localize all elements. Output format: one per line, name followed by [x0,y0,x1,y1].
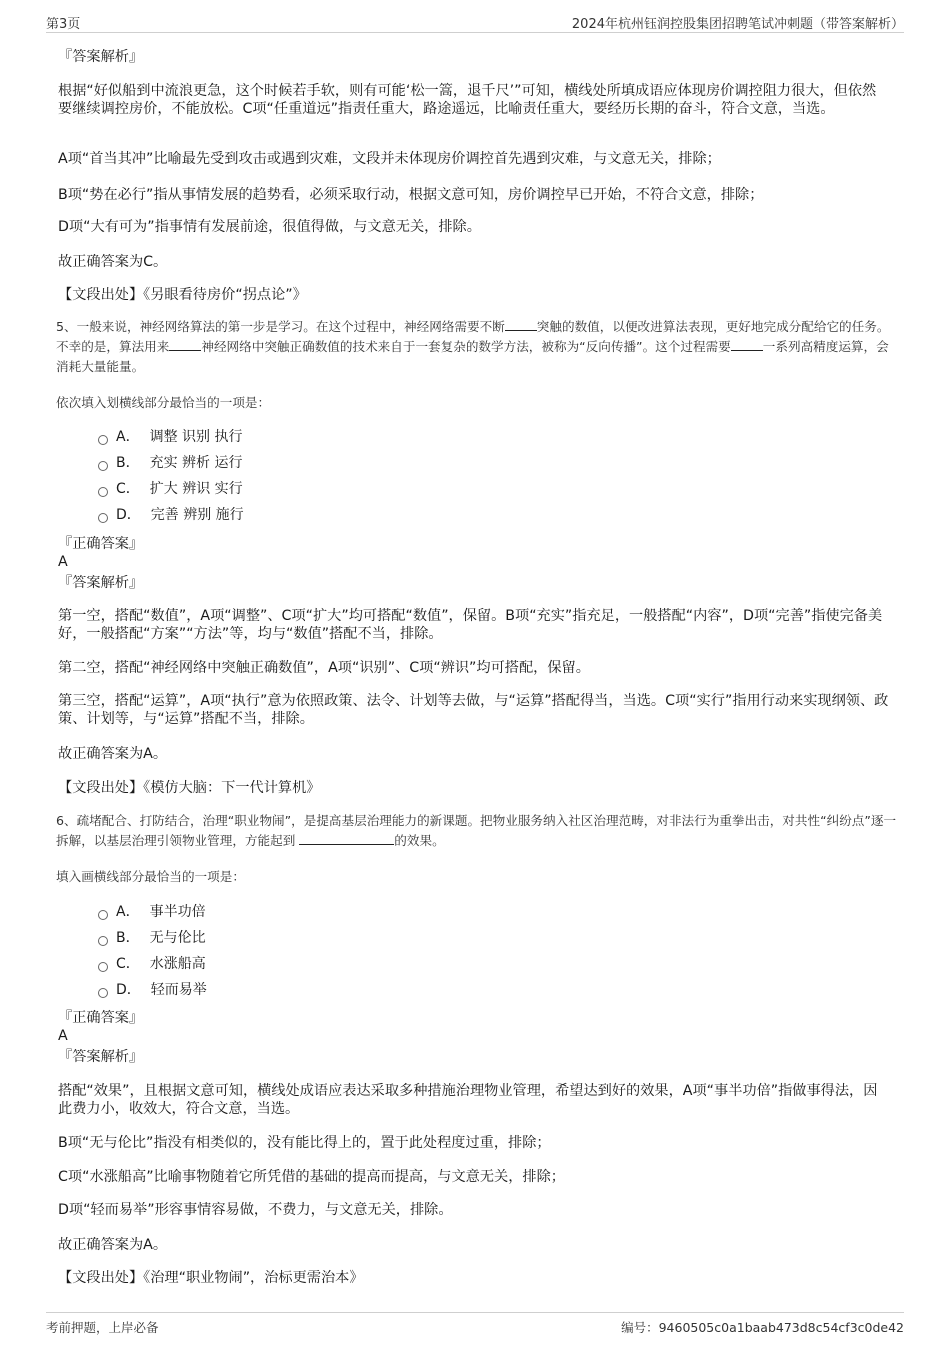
source-citation: 【文段出处】《另眼看待房价“拐点论”》 [58,287,307,303]
radio-icon[interactable] [98,513,108,523]
radio-icon[interactable] [98,435,108,445]
question-prompt: 依次填入划横线部分最恰当的一项是： [56,395,271,410]
analysis-paragraph: 第二空，搭配“神经网络中突触正确数值”，A项“识别”、C项“辨识”均可搭配，保留。 [58,660,590,676]
option-a[interactable]: A． 事半功倍 [98,903,206,921]
analysis-paragraph: D项“大有可为”指事情有发展前途，很值得做，与文意无关，排除。 [58,219,481,235]
analysis-paragraph: 第一空，搭配“数值”，A项“调整”、C项“扩大”均可搭配“数值”，保留。B项“充实”指充足，一般搭配“内容”，D项“完善”指使完备美好，一般搭配“方案”“方法”等，均与“数值”搭配不当，排除。 [58,608,883,642]
radio-icon[interactable] [98,936,108,946]
option-d[interactable]: D． 轻而易举 [98,981,207,999]
analysis-paragraph: D项“轻而易举”形容事情容易做，不费力，与文意无关，排除。 [58,1202,453,1218]
conclusion: 故正确答案为A。 [58,1237,168,1253]
analysis-paragraph: B项“无与伦比”指没有相类似的，没有能比得上的，置于此处程度过重，排除； [58,1135,551,1151]
analysis-paragraph: B项“势在必行”指从事情发展的趋势看，必须采取行动，根据文意可知，房价调控早已开始，不符合文意，排除； [58,187,764,203]
conclusion: 故正确答案为C。 [58,254,168,270]
radio-icon[interactable] [98,988,108,998]
question-stem: 6、疏堵配合、打防结合，治理“职业物闹”，是提高基层治理能力的新课题。把物业服务纳入社区治理范畴，对非法行为重拳出击，对共性“纠纷点”逐一拆解，以基层治理引领物业管理，方能起到 的效果。 [56,813,897,848]
analysis-paragraph: 第三空，搭配“运算”，A项“执行”意为依照政策、法令、计划等去做，与“运算”搭配得当，当选。C项“实行”指用行动来实现纲领、政策、计划等，与“运算”搭配不当，排除。 [58,693,889,727]
option-d[interactable]: D． 完善 辨别 施行 [98,506,244,524]
radio-icon[interactable] [98,910,108,920]
conclusion: 故正确答案为A。 [58,746,168,762]
option-b[interactable]: B． 充实 辨析 运行 [98,454,243,472]
correct-answer: A [58,554,68,570]
analysis-paragraph: 根据“好似船到中流浪更急，这个时候若手软，则有可能‘松一篙，退千尺’”可知，横线处所填成语应体现房价调控阻力很大，但依然要继续调控房价，不能放松。C项“任重道远”指责任重大，路途遥远，比喻责任重大，要经历长期的奋斗，符合文意，当选。 [58,83,877,117]
page-number: 第3页 [46,17,81,32]
option-b[interactable]: B． 无与伦比 [98,929,206,947]
option-c[interactable]: C． 扩大 辨识 实行 [98,480,243,498]
answer-blank [299,832,394,845]
answer-blank [169,338,201,351]
analysis-paragraph: A项“首当其冲”比喻最先受到攻击或遇到灾难，文段并未体现房价调控首先遇到灾难，与文意无关，排除； [58,151,721,167]
document-title: 2024年杭州钰润控股集团招聘笔试冲刺题（带答案解析） [571,17,904,32]
document-id: 编号：9460505c0a1baab473d8c54cf3c0de42 [621,1320,904,1335]
radio-icon[interactable] [98,487,108,497]
answer-blank [505,318,537,331]
question-stem: 5、一般来说，神经网络算法的第一步是学习。在这个过程中，神经网络需要不断 突触的数值，以便改进算法表现，更好地完成分配给它的任务。不幸的是，算法用来 神经网络中突触正确数值的技术来自于一套复杂的数学方法，被称为“反向传播”。这个过程需要 一系列高精度运算，会消耗大量能量。 [56,319,890,374]
radio-icon[interactable] [98,461,108,471]
correct-answer: A [58,1028,68,1044]
source-citation: 【文段出处】《模仿大脑：下一代计算机》 [58,780,321,796]
analysis-paragraph: 搭配“效果”，且根据文意可知，横线处成语应表达采取多种措施治理物业管理，希望达到好的效果，A项“事半功倍”指做事得法，因此费力小，收效大，符合文意，当选。 [58,1083,878,1117]
question-prompt: 填入画横线部分最恰当的一项是： [56,869,245,884]
option-c[interactable]: C． 水涨船高 [98,955,206,973]
page-header [46,10,904,33]
source-citation: 【文段出处】《治理“职业物闹”，治标更需治本》 [58,1270,364,1286]
option-a[interactable]: A． 调整 识别 执行 [98,428,242,446]
footer-slogan: 考前押题，上岸必备 [46,1320,159,1335]
analysis-label: 『答案解析』 [58,49,144,65]
radio-icon[interactable] [98,962,108,972]
analysis-label: 『答案解析』 [58,1049,144,1065]
answer-label: 『正确答案』 [58,1010,144,1026]
page-footer [46,1312,904,1335]
analysis-paragraph: C项“水涨船高”比喻事物随着它所凭借的基础的提高而提高，与文意无关，排除； [58,1169,565,1185]
answer-blank [731,338,763,351]
answer-label: 『正确答案』 [58,536,144,552]
analysis-label: 『答案解析』 [58,575,144,591]
